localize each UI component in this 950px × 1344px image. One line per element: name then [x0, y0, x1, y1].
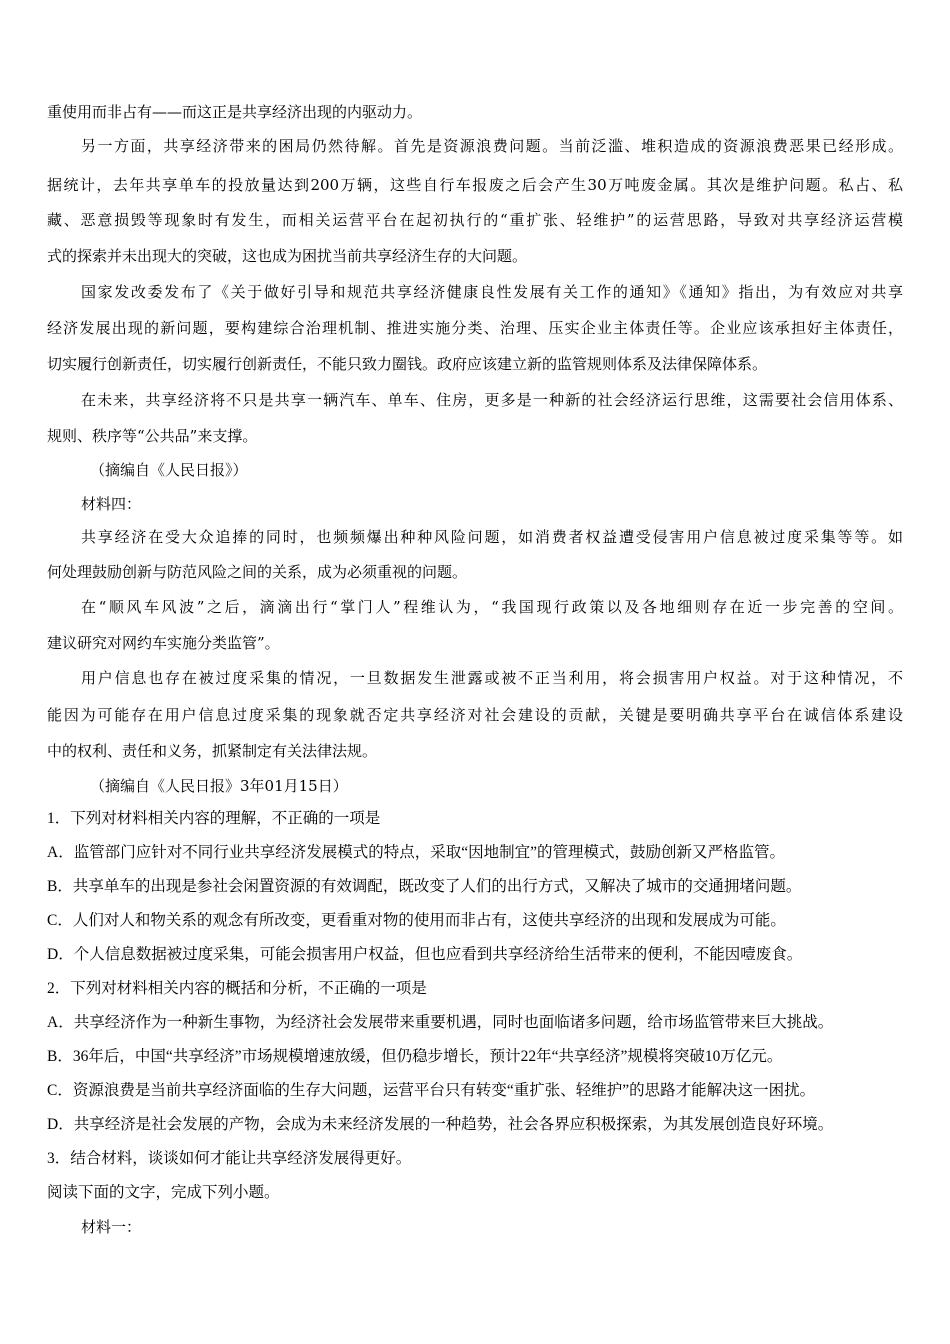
paragraph-line: 在“顺风车风波”之后，滴滴出行“掌门人”程维认为，“我国现行政策以及各地细则存在近一步完善的空间。: [81, 598, 903, 616]
question-2-option-d: D．共享经济是社会发展的产物，会成为未来经济发展的一种趋势，社会各界应积极探索，为其发展创造良好环境。: [47, 1116, 834, 1133]
question-1-option-c: C．人们对人和物关系的观念有所改变，更看重对物的使用而非占有，这使共享经济的出现和发展成为可能。: [47, 912, 786, 929]
paragraph-line: 重使用而非占有——而这正是共享经济出现的内驱动力。: [47, 103, 423, 121]
paragraph-line: 规则、秩序等“公共品”来支撑。: [47, 427, 258, 445]
question-1-option-a: A．监管部门应针对不同行业共享经济发展模式的特点，采取“因地制宜”的管理模式，鼓励创新又严格监管。: [47, 844, 785, 861]
paragraph-line: 在未来，共享经济将不只是共享一辆汽车、单车、住房，更多是一种新的社会经济运行思维，这需要社会信用体系、: [81, 391, 903, 409]
source-citation: （摘编自《人民日报》）: [90, 461, 248, 479]
paragraph-line: 用户信息也存在被过度采集的情况，一旦数据发生泄露或被不正当利用，将会损害用户权益。对于这种情况，不: [81, 669, 903, 687]
paragraph-line: 切实履行创新责任，切实履行创新责任，不能只致力圈钱。政府应该建立新的监管规则体系及法律保障体系。: [47, 355, 768, 373]
paragraph-line: 何处理鼓励创新与防范风险之间的关系，成为必须重视的问题。: [47, 563, 468, 581]
source-citation: （摘编自《人民日报》3年01月15日）: [90, 777, 348, 795]
paragraph-line: 藏、恶意损毁等现象时有发生，而相关运营平台在起初执行的“重扩张、轻维护”的运营思路，导致对共享经济运营模: [47, 211, 903, 229]
paragraph-line: 建议研究对网约车实施分类监管”。: [47, 634, 280, 652]
paragraph-line: 式的探索并未出现大的突破，这也成为困扰当前共享经济生存的大问题。: [47, 247, 528, 265]
paragraph-line: 经济发展出现的新问题，要构建综合治理机制、推进实施分类、治理、压实企业主体责任等。企业应该承担好主体责任，: [47, 319, 903, 337]
section-heading: 材料四：: [81, 495, 142, 513]
paragraph-line: 共享经济在受大众追捧的同时，也频频爆出种种风险问题，如消费者权益遭受侵害用户信息被过度采集等等。如: [81, 528, 903, 546]
question-1-option-d: D．个人信息数据被过度采集，可能会损害用户权益，但也应看到共享经济给生活带来的便利，不能因噎废食。: [47, 946, 803, 963]
question-1: 1．下列对材料相关内容的理解，不正确的一项是: [47, 810, 381, 827]
question-2: 2．下列对材料相关内容的概括和分析，不正确的一项是: [47, 980, 427, 997]
paragraph-line: 据统计，去年共享单车的投放量达到200万辆，这些自行车报废之后会产生30万吨废金属。其次是维护问题。私占、私: [47, 176, 903, 194]
question-1-option-b: B．共享单车的出现是参社会闲置资源的有效调配，既改变了人们的出行方式，又解决了城市的交通拥堵问题。: [47, 878, 802, 895]
question-3: 3．结合材料，谈谈如何才能让共享经济发展得更好。: [47, 1150, 412, 1167]
paragraph-line: 能因为可能存在用户信息过度采集的现象就否定共享经济对社会建设的贡献，关键是要明确共享平台在诚信体系建设: [47, 706, 903, 724]
section-heading: 材料一：: [81, 1218, 142, 1236]
paragraph-line: 另一方面，共享经济带来的困局仍然待解。首先是资源浪费问题。当前泛滥、堆积造成的资源浪费恶果已经形成。: [81, 137, 903, 155]
reading-instruction: 阅读下面的文字，完成下列小题。: [47, 1184, 280, 1201]
paragraph-line: 中的权利、责任和义务，抓紧制定有关法律法规。: [47, 742, 378, 760]
question-2-option-c: C．资源浪费是当前共享经济面临的生存大问题，运营平台只有转变“重扩张、轻维护”的思路才能解决这一困扰。: [47, 1082, 816, 1099]
question-2-option-a: A．共享经济作为一种新生事物，为经济社会发展带来重要机遇，同时也面临诸多问题，给市场监管带来巨大挑战。: [47, 1014, 834, 1031]
question-2-option-b: B．36年后，中国“共享经济”市场规模增速放缓，但仍稳步增长，预计22年“共享经济”规模将突破10万亿元。: [47, 1048, 783, 1065]
paragraph-line: 国家发改委发布了《关于做好引导和规范共享经济健康良性发展有关工作的通知》《通知》指出，为有效应对共享: [81, 283, 903, 301]
